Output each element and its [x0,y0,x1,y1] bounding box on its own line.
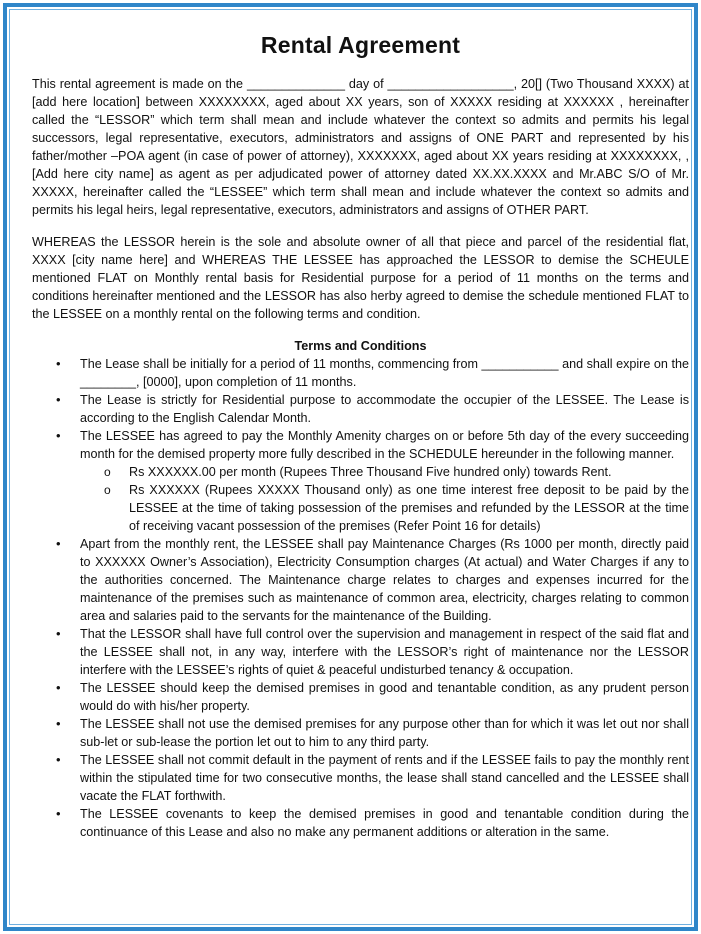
payment-sub-list [80,463,689,535]
term-item [32,625,689,679]
circle-bullet-icon: o [104,465,111,479]
term-item [32,391,689,427]
term-text: The Lease is strictly for Residential purpose to accommodate the occupier of the LESSEE. The Lease is according to the English Calendar Month. [80,393,689,425]
bullet-icon: • [56,806,61,821]
term-item [32,751,689,805]
circle-bullet-icon: o [104,483,111,497]
bullet-icon: • [56,626,61,641]
bullet-icon: • [56,392,61,407]
term-text: The LESSEE covenants to keep the demised premises in good and tenantable condition during the continuance of this Lease and also no make any permanent additions or alteration in the same. [80,807,689,839]
sub-term-item [80,481,689,535]
whereas-paragraph: WHEREAS the LESSOR herein is the sole and absolute owner of all that piece and parcel of the residential flat, XXXX [city name here] and WHEREAS THE LESSEE has approached the LESSOR to demise the SCHEULE mentioned FLAT on Monthly rental basis for Residential purpose for a period of 11 months on the terms and conditions hereinafter mentioned and the LESSOR has also herby agreed to demise the schedule mentioned FLAT to the LESSEE on a monthly rental on the following terms and condition. [32,235,689,321]
bullet-icon: • [56,356,61,371]
term-text: That the LESSOR shall have full control over the supervision and management in respect of the said flat and the LESSEE shall not, in any way, interfere with the LESSOR’s right of maintenance nor the LESSOR interfere with the LESSEE’s rights of quiet & peaceful undisturbed tenancy & occupation. [80,627,689,677]
term-text: The Lease shall be initially for a period of 11 months, commencing from ___________ and shall expire on the ________, [0000], upon completion of 11 months. [80,357,689,389]
sub-term-text: Rs XXXXXX.00 per month (Rupees Three Thousand Five hundred only) towards Rent. [129,465,612,479]
sub-term-item [80,463,689,481]
term-item [32,427,689,535]
term-item [32,535,689,625]
term-item [32,715,689,751]
terms-heading: Terms and Conditions [294,339,427,353]
document-border-inner [9,9,692,925]
term-text: The LESSEE has agreed to pay the Monthly Amenity charges on or before 5th day of the every succeeding month for the demised property more fully described in the SCHEDULE hereunder in the following manner. [80,429,689,461]
document-title: Rental Agreement [260,32,461,58]
term-text: The LESSEE should keep the demised premises in good and tenantable condition, as any prudent person would do with his/her property. [80,681,689,713]
bullet-icon: • [56,716,61,731]
term-item [32,355,689,391]
term-item [32,805,689,841]
term-text: The LESSEE shall not use the demised premises for any purpose other than for which it was let out nor shall sub-let or sub-lease the portion let out to him to any third party. [80,717,689,749]
document-page [32,30,689,841]
intro-paragraph: This rental agreement is made on the ______________ day of __________________, 20[] (Two Thousand XXXX) at [add here location] between XXXXXXXX, aged about XX years, son of XXXXX residing at XXXXXX , hereinafter called the “LESSOR” which term shall mean and include whatever the context so admits and permits his legal successors, legal representative, executors, administrators and assigns of ONE PART and represented by his father/mother –POA agent (in case of power of attorney), XXXXXXX, aged about XX years residing at XXXXXXXX, , [Add here city name] as agent as per adjudicated power of attorney dated XX.XX.XXXX and Mr.ABC S/O of Mr. XXXXX, hereinafter called the “LESSEE” which term shall mean and include whatever the context so admits and permits his legal heirs, legal representative, executors, administrators and assigns of OTHER PART. [32,77,689,217]
bullet-icon: • [56,536,61,551]
sub-term-text: Rs XXXXXX (Rupees XXXXX Thousand only) as one time interest free deposit to be paid by the LESSEE at the time of taking possession of the premises and refunded by the LESSOR at the time of receiving vacant possession of the premises (Refer Point 16 for details) [129,483,689,533]
bullet-icon: • [56,680,61,695]
term-text: Apart from the monthly rent, the LESSEE shall pay Maintenance Charges (Rs 1000 per month, directly paid to XXXXXX Owner’s Association), Electricity Consumption charges (At actual) and Water Charges if any to the authorities concerned. The Maintenance charge relates to charges and expenses incurred for the maintenance of the premises such as maintenance of common area, electricity, charges relating to common area and salaries paid to the servants for the maintenance of the Building. [80,537,689,623]
bullet-icon: • [56,752,61,767]
bullet-icon: • [56,428,61,443]
terms-list [32,355,689,841]
term-item [32,679,689,715]
term-text: The LESSEE shall not commit default in the payment of rents and if the LESSEE fails to pay the monthly rent within the stipulated time for two consecutive months, the lease shall stand cancelled and the LESSEE shall vacate the FLAT forthwith. [80,753,689,803]
